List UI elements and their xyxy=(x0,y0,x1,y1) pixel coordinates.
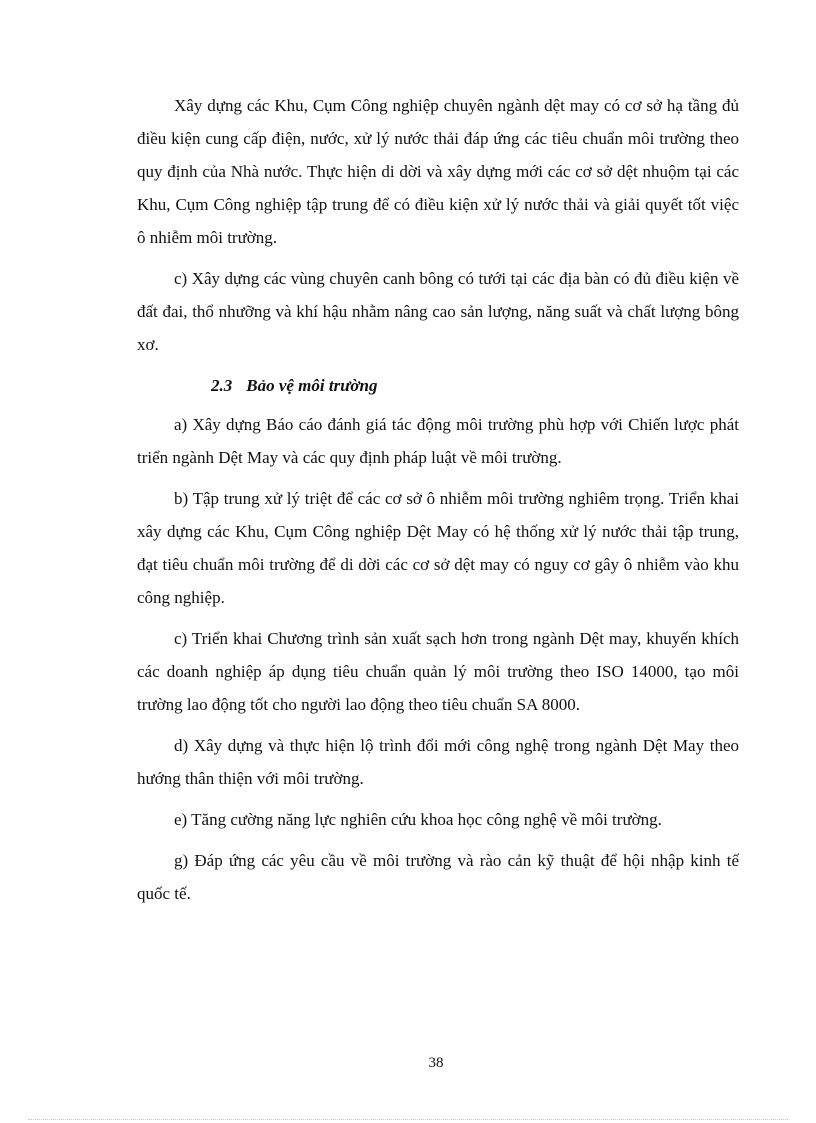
paragraph-cotton-regions: c) Xây dựng các vùng chuyên canh bông có tưới tại các địa bàn có đủ điều kiện về đất đai, thổ nhưỡng và khí hậu nhằm nâng cao sản lượng, năng suất và chất lượng bông xơ. xyxy=(137,269,739,354)
section-heading xyxy=(137,369,739,402)
paragraph-item-g: g) Đáp ứng các yêu cầu về môi trường và rào cản kỹ thuật để hội nhập kinh tế quốc tế. xyxy=(137,851,739,903)
paragraph-item-b: b) Tập trung xử lý triệt để các cơ sở ô nhiễm môi trường nghiêm trọng. Triển khai xây dựng các Khu, Cụm Công nghiệp Dệt May có hệ thống xử lý nước thải tập trung, đạt tiêu chuẩn môi trường để di dời các cơ sở dệt may có nguy cơ gây ô nhiễm vào khu công nghiệp. xyxy=(137,489,739,607)
page-body xyxy=(137,89,739,918)
paragraph-item-a: a) Xây dựng Báo cáo đánh giá tác động môi trường phù hợp với Chiến lược phát triển ngành Dệt May và các quy định pháp luật về môi trường. xyxy=(137,415,739,467)
section-number: 2.3 xyxy=(211,376,233,395)
page-number: 38 xyxy=(428,1055,444,1071)
footer-divider xyxy=(28,1119,788,1120)
paragraph-industrial-zones: Xây dựng các Khu, Cụm Công nghiệp chuyên ngành dệt may có cơ sở hạ tầng đủ điều kiện cung cấp điện, nước, xử lý nước thải đáp ứng các tiêu chuẩn môi trường theo quy định của Nhà nước. Thực hiện di dời và xây dựng mới các cơ sở dệt nhuộm tại các Khu, Cụm Công nghiệp tập trung để có điều kiện xử lý nước thải và giải quyết tốt việc ô nhiễm môi trường. xyxy=(137,96,739,247)
section-title: Bảo vệ môi trường xyxy=(246,376,378,395)
paragraph-item-e: e) Tăng cường năng lực nghiên cứu khoa học công nghệ về môi trường. xyxy=(174,810,662,829)
paragraph-item-d: d) Xây dựng và thực hiện lộ trình đổi mới công nghệ trong ngành Dệt May theo hướng thân thiện với môi trường. xyxy=(137,736,739,788)
paragraph-item-c: c) Triển khai Chương trình sản xuất sạch hơn trong ngành Dệt may, khuyến khích các doanh nghiệp áp dụng tiêu chuẩn quản lý môi trường theo ISO 14000, tạo môi trường lao động tốt cho người lao động theo tiêu chuẩn SA 8000. xyxy=(137,629,739,714)
